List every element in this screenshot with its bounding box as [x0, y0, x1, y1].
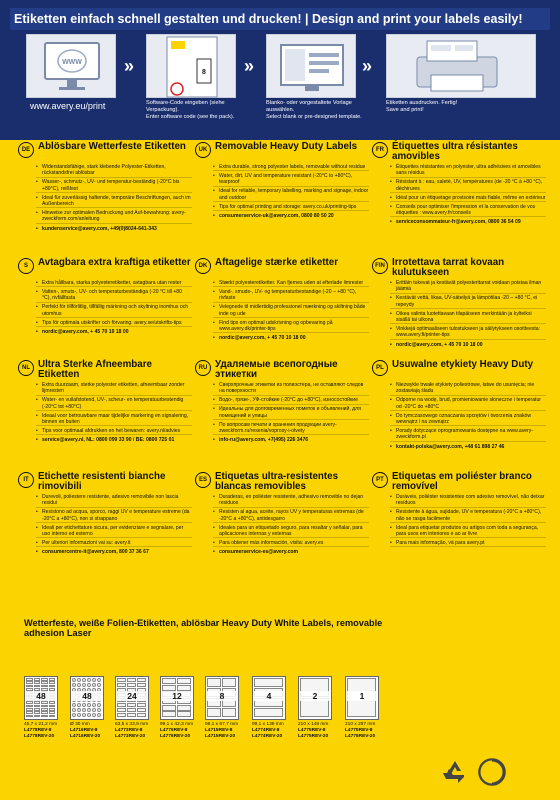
svg-text:WWW: WWW	[62, 59, 82, 66]
feature-list	[36, 494, 192, 557]
label-cell	[254, 708, 283, 717]
feature-item: • По вопросам печати и хранения продукции avery-zweckform.ru/reseniа/voprosy-i-otvety	[213, 422, 369, 436]
sheet-spec	[115, 722, 165, 740]
feature-list	[213, 164, 369, 221]
feature-item: • Ideal for reliable, temporary labelling, marking and signage, indoor and outdoor	[213, 188, 369, 202]
label-sheet	[345, 676, 379, 720]
labels-per-sheet: 48	[71, 691, 103, 701]
language-title: Aftagelige stærke etiketter	[215, 257, 339, 268]
contact-line[interactable]: • kundenservice@avery.com, +49(0)8024-641-343	[36, 226, 192, 232]
contact-line[interactable]: • nordic@avery.com, + 45 70 10 18 00	[213, 335, 369, 341]
label-cell	[254, 678, 283, 687]
feature-list	[390, 494, 546, 549]
label-cell	[49, 681, 56, 684]
product-code: L4778REV-8	[24, 728, 52, 733]
product-code: L4775REV-8	[345, 728, 373, 733]
country-badge: DE	[18, 142, 34, 158]
feature-list	[36, 382, 192, 445]
contact-line[interactable]: • info-ru@avery.com, +7(495) 226 3476	[213, 437, 369, 443]
headline: Etiketten einfach schnell gestalten und drucken! | Design and print your labels easily!	[10, 8, 550, 30]
language-block	[372, 258, 546, 366]
label-cell	[137, 683, 146, 687]
product-code: L4773REV-20	[115, 734, 146, 739]
label-sheet	[298, 676, 332, 720]
labels-per-sheet: 8	[206, 691, 238, 701]
feature-item: • Résistant à : eau, saleté, UV, températures (de -20 °C à +80 °C), déchirures	[390, 179, 546, 193]
language-title: Etiquetas ultra-resistentes blancas removibles	[215, 471, 339, 492]
label-cell	[72, 703, 76, 707]
label-cell	[117, 713, 126, 717]
label-sheet	[70, 676, 104, 720]
feature-list	[36, 280, 192, 337]
product-code: L4716REV-8	[70, 728, 98, 733]
label-size: 45,7 x 21,2 mm	[24, 722, 58, 727]
sheet-spec	[160, 722, 210, 740]
feature-item: • Do tymczasowego oznaczania sprzętów i tworzenia znaków wewnątrz i na zewnątrz	[390, 413, 546, 427]
label-cell	[82, 708, 86, 712]
label-cell	[49, 685, 56, 688]
svg-text:8: 8	[202, 69, 206, 76]
label-cell	[77, 713, 81, 717]
feature-item: • Extra duurzaam, sterke polyester etiketten, afneembaar zonder lijmresten	[36, 382, 192, 396]
label-cell	[49, 701, 56, 704]
label-cell	[26, 711, 33, 714]
feature-item: • Ideaal voor betrouwbare maar tijdelijke markering en signalering, binnen en buiten	[36, 413, 192, 427]
label-pack-icon	[147, 35, 237, 99]
language-block	[372, 142, 546, 250]
sheet-spec	[205, 722, 255, 740]
feature-item: • Resisten al agua, aceite, rayos UV y temperaturas extremas (de -20°C a +80°C), antidesgarro	[213, 509, 369, 523]
label-cell	[117, 683, 126, 687]
contact-line[interactable]: • kontakt-polska@avery.com, +48 61 898 27 46	[390, 444, 546, 450]
label-cell	[137, 703, 146, 707]
feature-item: • Ideal für zuverlässig haftende, temporäre Beschriftungen, auch im Außenbereich	[36, 195, 192, 209]
label-cell	[207, 708, 221, 717]
label-cell	[127, 713, 136, 717]
product-title: Wetterfeste, weiße Folien-Etiketten, ablösbar Heavy Duty White Labels, removable adhesion Laser	[24, 618, 383, 638]
language-block	[18, 360, 192, 468]
language-title: Avtagbara extra kraftiga etiketter	[38, 257, 191, 268]
country-badge: PT	[372, 472, 388, 488]
label-cell	[49, 678, 56, 681]
printer-illustration	[386, 34, 536, 98]
label-cell	[72, 708, 76, 712]
step-monitor	[26, 34, 116, 98]
label-size: 99,1 x 42,3 mm	[160, 722, 194, 727]
label-sheet	[205, 676, 239, 720]
label-cell	[26, 681, 33, 684]
country-badge: FIN	[372, 258, 388, 274]
feature-item: • Water- en vuilafstotend, UV-, scheur- en temperatuurbestendig (-20°C tot +80°C)	[36, 397, 192, 411]
product-code: L4776REV-20	[160, 734, 191, 739]
feature-item: • Stærkt polyesteretiketter. Kan fjernes uden at efterlade limrester	[213, 280, 369, 287]
label-cell	[41, 678, 48, 681]
language-title: Удаляемые всепогодные этикетки	[215, 359, 338, 380]
step-caption: Blanko- oder vorgestaltete Vorlage auswählen. Select blank or pre-designed template.	[266, 100, 362, 120]
label-cell	[117, 703, 126, 707]
feature-list	[390, 280, 546, 350]
label-sheet	[252, 676, 286, 720]
feature-item: • Сверхпрочные этикетки из полиэстера, не оставляют следов на поверхности	[213, 382, 369, 396]
feature-list	[213, 494, 369, 557]
feature-item: • Duraderas, en poliéster resistente, adhesivo removible no dejan residuos	[213, 494, 369, 508]
label-cell	[49, 715, 56, 718]
template-icon	[267, 35, 357, 99]
label-cell	[26, 678, 33, 681]
label-cell	[97, 708, 101, 712]
label-cell	[26, 685, 33, 688]
label-cell	[41, 681, 48, 684]
feature-item: • Conseils pour optimiser l'impression et la conservation de vos étiquettes : www.avery.fr/conseils	[390, 204, 546, 218]
feature-item: • Para mais informação, vá para avery.pt	[390, 540, 546, 547]
label-cell	[41, 685, 48, 688]
label-cell	[34, 681, 41, 684]
label-cell	[26, 701, 33, 704]
label-cell	[92, 713, 96, 717]
label-cell	[177, 711, 191, 717]
label-cell	[87, 703, 91, 707]
feature-item: • Extra durable, strong polyester labels, removable without residue	[213, 164, 369, 171]
feature-item: • Durevoli, poliestere resistente, adesivo removibile non lascia residui	[36, 494, 192, 508]
label-cell	[137, 713, 146, 717]
country-badge: S	[18, 258, 34, 274]
label-cell	[82, 678, 86, 682]
label-cell	[97, 683, 101, 687]
labels-per-sheet: 1	[346, 691, 378, 701]
product-code: L4715REV-8	[205, 728, 233, 733]
feature-list	[213, 382, 369, 445]
label-cell	[77, 708, 81, 712]
feature-item: • Odporne na wodę, brud, promieniowanie słoneczne i temperatur od -20°C do +80°C	[390, 397, 546, 411]
label-cell	[26, 705, 33, 708]
language-block	[195, 360, 369, 468]
product-code: L4716REV-20	[70, 734, 101, 739]
feature-item: • Étiquettes résistantes en polyester, ultra adhésives et amovibles sans résidus	[390, 164, 546, 178]
sheet-spec	[24, 722, 74, 740]
label-cell	[92, 678, 96, 682]
feature-item: • Widerstandsfähige, stark klebende Polyester-Etiketten, rückstandsfrei ablösbar	[36, 164, 192, 178]
feature-item: • Per ulteriori informazioni vai su: avery.it	[36, 540, 192, 547]
printer-icon	[387, 35, 537, 99]
labels-per-sheet: 4	[253, 691, 285, 701]
product-code: L4776REV-8	[160, 728, 188, 733]
label-cell	[72, 683, 76, 687]
feature-item: • Niezwykle trwałe etykiety poliestrowe, łatwe do usunięcia; nie zostawiają śladu	[390, 382, 546, 396]
label-cell	[97, 703, 101, 707]
language-block	[195, 472, 369, 580]
feature-list	[213, 280, 369, 343]
language-block	[18, 142, 192, 250]
sheet-spec	[252, 722, 302, 740]
label-cell	[72, 678, 76, 682]
country-badge: ES	[195, 472, 211, 488]
contact-line[interactable]: • service@avery.nl, NL: 0800 099 33 90 / BE: 0800 725 01	[36, 437, 192, 443]
feature-item: • Vand-, smuds-, UV- og temperaturbestandige (-20 – +80 °C), rivfaste	[213, 289, 369, 303]
label-cell	[127, 708, 136, 712]
labels-per-sheet: 24	[116, 691, 148, 701]
contact-line[interactable]: • nordic@avery.com, + 45 70 10 18 00	[36, 329, 192, 335]
product-code: L4775REV-20	[345, 734, 376, 739]
label-cell	[92, 708, 96, 712]
label-cell	[72, 713, 76, 717]
label-cell	[34, 685, 41, 688]
chevron-right-icon: »	[244, 56, 255, 76]
feature-item: • Duráveis, poliéster resistentes com adesivo removível, não deixar resíduos	[390, 494, 546, 508]
labels-per-sheet: 2	[299, 691, 331, 701]
label-size: 63,5 x 33,9 mm	[115, 722, 149, 727]
feature-item: • Find tips om optimal udskrivning og opbevaring på www.avery.dk/printer-tips	[213, 320, 369, 334]
chevron-right-icon: »	[362, 56, 373, 76]
feature-item: • Hinweise zur optimalen Bedruckung und Auf-bewahrung: avery-zweckform.com/anleitung	[36, 210, 192, 224]
code-illustration	[146, 34, 236, 98]
label-size: 99,1 x 67,7 mm	[205, 722, 239, 727]
monitor-icon	[27, 35, 117, 99]
feature-item: • Водо-, грязе-, УФ-стойкие (-20°C до +80°C), износостойкие	[213, 397, 369, 404]
label-cell	[117, 708, 126, 712]
country-badge: UK	[195, 142, 211, 158]
feature-item: • Velegnede til midlertidig professionel mærkning og skiltning både inde og ude	[213, 304, 369, 318]
sheet-spec	[345, 722, 395, 740]
country-badge: FR	[372, 142, 388, 158]
label-size: Ø 30 mm	[70, 722, 90, 727]
language-block	[18, 258, 192, 366]
language-block	[372, 360, 546, 468]
label-cell	[222, 708, 236, 717]
language-title: Etiquetas em poliéster branco removível	[392, 471, 532, 492]
feature-item: • Vatten-, smuts-, UV- och temperaturbeständiga (-20 °C till +80 °C), rivfällfasta	[36, 289, 192, 303]
label-cell	[49, 708, 56, 711]
label-cell	[97, 713, 101, 717]
label-cell	[82, 703, 86, 707]
label-size: 210 x 297 mm	[345, 722, 376, 727]
label-cell	[77, 678, 81, 682]
contact-line[interactable]: • serviceconsommateur-fr@avery.com, 0800 36 54 09	[390, 219, 546, 225]
feature-item: • Tips för optimala utskrifter och förvaring: avery.se/utskrifts-tips	[36, 320, 192, 327]
feature-item: • Perfekt för tillförlitlig, tillfällig märkning och skyltning inomhus och utomhus	[36, 304, 192, 318]
step-caption: Etiketten ausdrucken. Fertig! Save and print!	[386, 100, 458, 113]
product-code: L4775REV-20	[298, 734, 329, 739]
country-badge: DK	[195, 258, 211, 274]
monitor-illustration	[26, 34, 116, 98]
feature-item: • Wasser-, schmutz-, UV- und temperatur-beständig (-20°C bis +80°C), reißfest	[36, 179, 192, 193]
feature-item: • Oikea valinta luotettavaan tilapäiseen merkintään ja kylteiksi sisällä tai ulkona	[390, 311, 546, 325]
label-cell	[34, 708, 41, 711]
language-title: Ablösbare Wetterfeste Etiketten	[38, 141, 186, 152]
country-badge: PL	[372, 360, 388, 376]
label-cell	[82, 713, 86, 717]
label-cell	[41, 715, 48, 718]
product-code: L4774REV-20	[252, 734, 283, 739]
labels-per-sheet: 48	[25, 691, 57, 701]
label-cell	[41, 708, 48, 711]
label-cell	[137, 678, 146, 682]
feature-list	[390, 164, 546, 227]
feature-item: • Tips voor optimaal afdrukken en het bewaren: avery.nl/advies	[36, 428, 192, 435]
header-banner	[0, 0, 560, 140]
language-block	[195, 258, 369, 366]
label-cell	[137, 708, 146, 712]
label-cell	[82, 683, 86, 687]
label-cell	[34, 705, 41, 708]
language-title: Removable Heavy Duty Labels	[215, 141, 358, 152]
feature-item: • Vinkkejä optimaaliseen tulostukseen ja säilytykseen osoitteesta: www.avery.fi/printer-tips	[390, 326, 546, 340]
feature-item: • Ideal para etiquetar produtos ou artigos com toda a segurança, para usos em interiores e ao ar livre	[390, 525, 546, 539]
country-badge: NL	[18, 360, 34, 376]
label-cell	[49, 705, 56, 708]
feature-item: • Resistono ad acqua, sporco, raggi UV e temperature estreme (da -20°C a +80°C), non si strappano	[36, 509, 192, 523]
label-cell	[127, 703, 136, 707]
language-title: Usuwalne etykiety Heavy Duty	[392, 359, 534, 370]
step-caption: Software-Code eingeben (siehe Verpackung). Enter software code (see the pack).	[146, 100, 235, 120]
feature-item: • Idéal pour un étiquetage provisoire mais fiable, même en extérieur	[390, 195, 546, 202]
step-code	[146, 34, 236, 98]
step-print	[386, 34, 536, 98]
label-cell	[26, 715, 33, 718]
product-code: L4715REV-20	[205, 734, 236, 739]
language-title: Etichette resistenti bianche rimovibili	[38, 471, 166, 492]
language-block	[195, 142, 369, 250]
product-code: L4775REV-8	[298, 728, 326, 733]
feature-item: • Tips for optimal printing and storage: avery.co.uk/printing-tips	[213, 204, 369, 211]
label-cell	[34, 678, 41, 681]
label-cell	[177, 678, 191, 684]
label-cell	[162, 711, 176, 717]
language-block	[372, 472, 546, 580]
feature-item: • Para obtener más información, visita: avery.es	[213, 540, 369, 547]
label-cell	[77, 683, 81, 687]
feature-list	[390, 382, 546, 452]
label-cell	[207, 678, 221, 687]
label-sheet	[115, 676, 149, 720]
chevron-right-icon: »	[124, 56, 135, 76]
product-code: L4773REV-8	[115, 728, 143, 733]
product-code: L4774REV-8	[252, 728, 280, 733]
language-title: Étiquettes ultra résistantes amovibles	[392, 141, 518, 162]
label-cell	[87, 678, 91, 682]
contact-line[interactable]: • consumerservice-es@avery.com	[213, 549, 369, 555]
feature-item: • Ideali per etichettature sicura, per evidenziare e segnalare, per uso interno ed esterno	[36, 525, 192, 539]
print-url[interactable]: www.avery.eu/print	[30, 101, 106, 111]
label-size: 210 x 148 mm	[298, 722, 329, 727]
feature-list	[36, 164, 192, 234]
country-badge: RU	[195, 360, 211, 376]
language-block	[18, 472, 192, 580]
contact-line[interactable]: • nordic@avery.com, + 45 70 10 18 00	[390, 342, 546, 348]
label-cell	[34, 701, 41, 704]
label-cell	[177, 705, 191, 711]
labels-per-sheet: 12	[161, 691, 193, 701]
label-cell	[41, 711, 48, 714]
feature-item: • Porady dotyczące oprogramowania dostępne na www.avery-zweckform.pl	[390, 428, 546, 442]
contact-line[interactable]: • consumercentre-it@avery.com, 800 37 36 67	[36, 549, 192, 555]
feature-item: • Kestävät vettä, likaa, UV-säteilyä ja lämpötilaa -20 – +80 °C, ei repeydy	[390, 295, 546, 309]
label-cell	[117, 678, 126, 682]
label-cell	[162, 678, 176, 684]
label-cell	[41, 705, 48, 708]
label-cell	[26, 708, 33, 711]
label-cell	[87, 708, 91, 712]
feature-item: • Erittäin tukevat ja kestävät polyesteritarrat voidaan poistaa ilman jäämiä	[390, 280, 546, 294]
recycle-icon	[440, 757, 470, 787]
product-code: L4778REV-20	[24, 734, 55, 739]
contact-line[interactable]: • consumerservice-uk@avery.com, 0800 80 50 20	[213, 213, 369, 219]
sheet-spec	[70, 722, 120, 740]
label-cell	[34, 715, 41, 718]
feature-item: • Extra hållbara, starka polyesteretiketter, avtagbara utan rester	[36, 280, 192, 287]
label-cell	[177, 685, 191, 691]
label-cell	[127, 683, 136, 687]
label-cell	[92, 703, 96, 707]
feature-item: • Ideales para un etiquetado seguro, para resaltar y señalar, para aplicaciones internas y externas	[213, 525, 369, 539]
label-size: 99,1 x 139 mm	[252, 722, 284, 727]
language-title: Ultra Sterke Afneembare Etiketten	[38, 359, 152, 380]
country-badge: IT	[18, 472, 34, 488]
sheet-spec	[298, 722, 348, 740]
label-cell	[162, 705, 176, 711]
label-cell	[127, 678, 136, 682]
template-illustration	[266, 34, 356, 98]
label-cell	[49, 711, 56, 714]
label-cell	[34, 711, 41, 714]
label-cell	[87, 713, 91, 717]
label-cell	[77, 703, 81, 707]
feature-item: • Идеальны для долговременных пометок и объявлений, для помещений и улицы	[213, 406, 369, 420]
label-cell	[222, 678, 236, 687]
label-cell	[162, 685, 176, 691]
label-cell	[92, 683, 96, 687]
label-cell	[87, 683, 91, 687]
green-dot-icon	[478, 758, 506, 786]
label-cell	[41, 701, 48, 704]
feature-item: • Resistente à água, sujidade, UV e temperatura (-20°C a +80°C), não se rasga facilmente	[390, 509, 546, 523]
label-cell	[97, 678, 101, 682]
feature-item: • Water, dirt, UV and temperature resistant (-20°C to +80°C), tearproof	[213, 173, 369, 187]
language-title: Irrotettava tarrat kovaan kulutukseen	[392, 257, 505, 278]
label-sheet	[160, 676, 194, 720]
step-template	[266, 34, 356, 98]
label-sheet	[24, 676, 58, 720]
